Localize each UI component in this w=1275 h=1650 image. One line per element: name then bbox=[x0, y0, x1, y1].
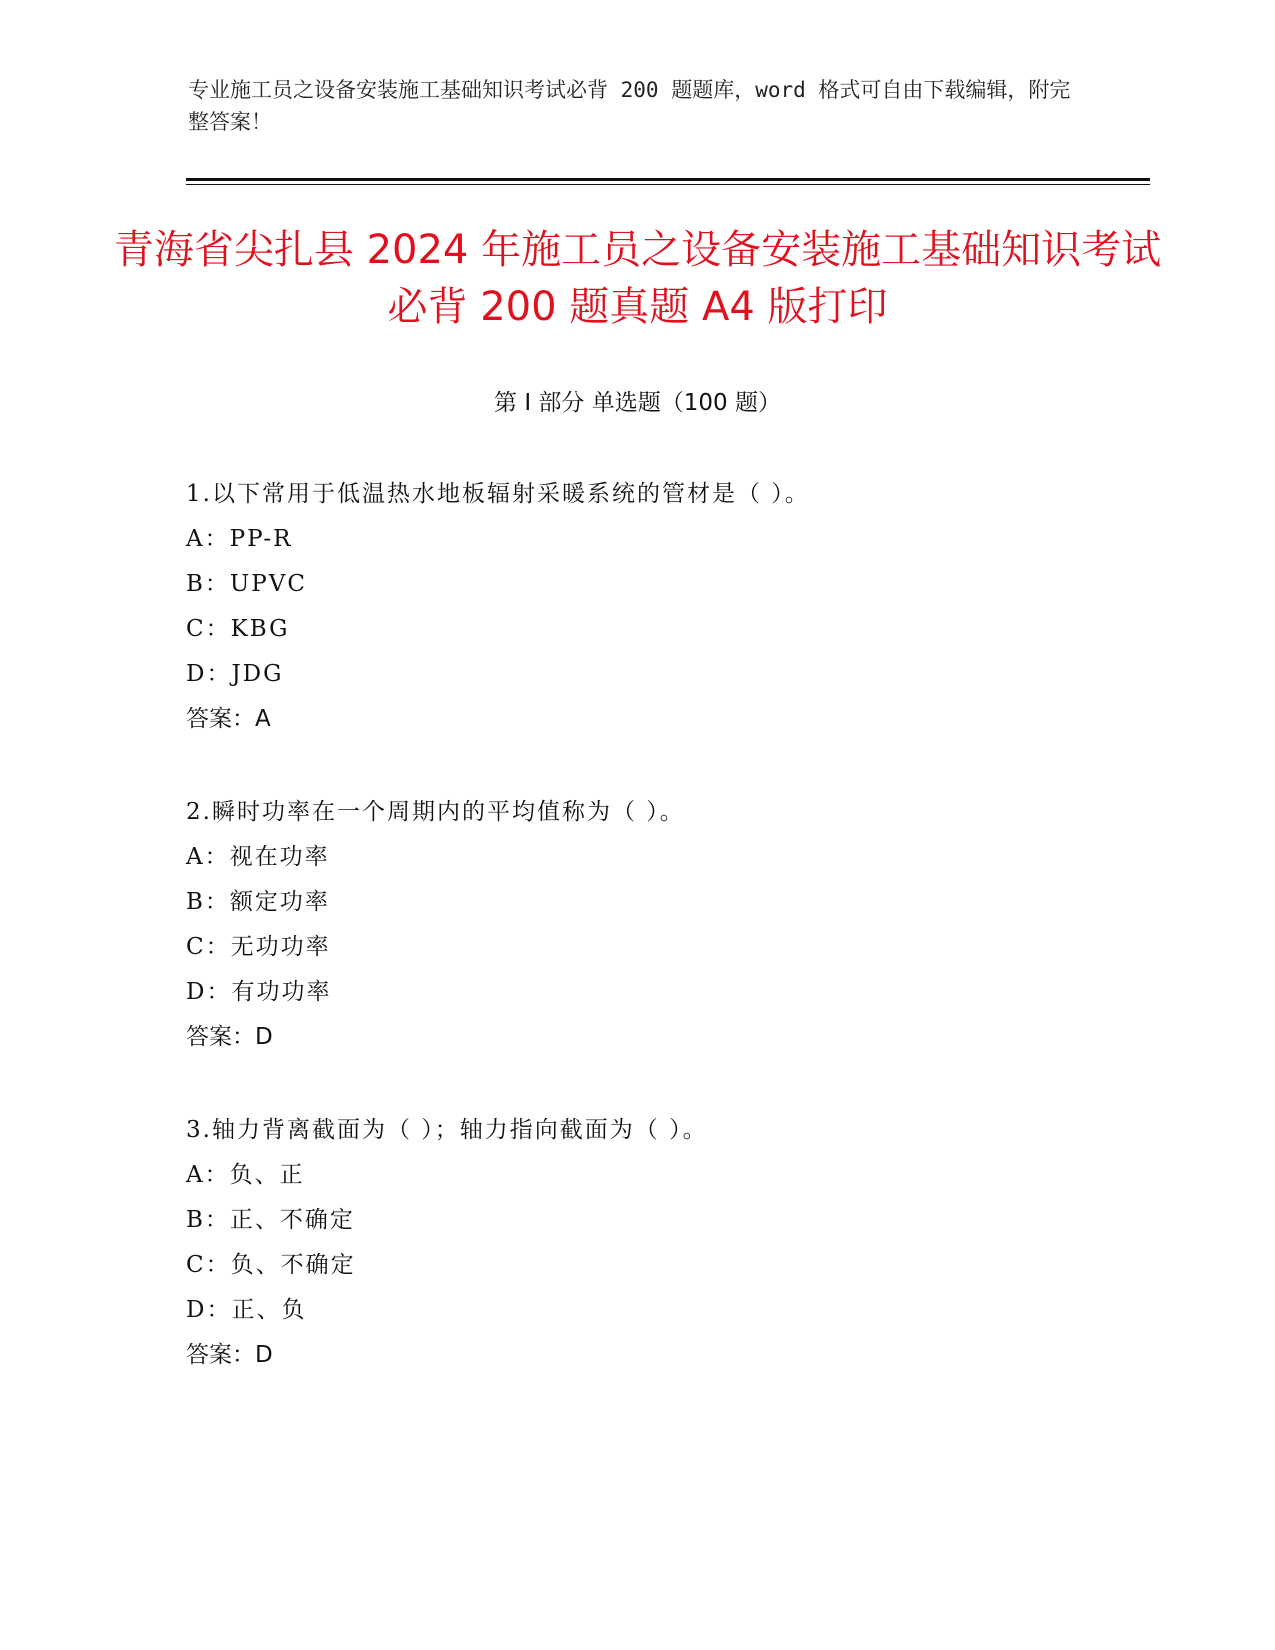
question-1 bbox=[186, 472, 1136, 742]
option-key: D： bbox=[186, 979, 232, 1005]
section-title: 第 I 部分 单选题（100 题） bbox=[494, 390, 781, 416]
question-stem: 3.轴力背离截面为（ ）；轴力指向截面为（ ）。 bbox=[186, 1117, 708, 1143]
option-text: 无功功率 bbox=[230, 934, 331, 960]
question-2 bbox=[186, 790, 1136, 1060]
option-text: JDG bbox=[231, 661, 284, 687]
answer: 答案：D bbox=[186, 1342, 273, 1368]
option-a bbox=[186, 517, 1136, 562]
option-text: 额定功率 bbox=[229, 889, 330, 915]
option-text: 负、正 bbox=[229, 1162, 305, 1188]
header-note: 专业施工员之设备安装施工基础知识考试必背 200 题题库，word 格式可自由下载编辑，附完整答案！ bbox=[188, 78, 1071, 134]
header-divider bbox=[186, 178, 1150, 181]
option-key: C： bbox=[186, 934, 231, 960]
option-text: PP-R bbox=[229, 526, 293, 552]
option-c bbox=[186, 607, 1136, 652]
option-d bbox=[186, 970, 1136, 1015]
option-text: 视在功率 bbox=[229, 844, 330, 870]
option-a bbox=[186, 835, 1136, 880]
option-key: B： bbox=[186, 571, 230, 597]
option-key: C： bbox=[186, 1252, 231, 1278]
question-3 bbox=[186, 1108, 1136, 1378]
question-stem: 1.以下常用于低温热水地板辐射采暖系统的管材是（ ）。 bbox=[186, 481, 810, 507]
option-text: UPVC bbox=[229, 571, 307, 597]
option-key: B： bbox=[186, 1207, 230, 1233]
document-title: 青海省尖扎县 2024 年施工员之设备安装施工基础知识考试必背 200 题真题 A4 版打印 bbox=[113, 227, 1162, 330]
option-c bbox=[186, 925, 1136, 970]
option-text: KBG bbox=[230, 616, 290, 642]
option-key: D： bbox=[186, 1297, 232, 1323]
option-d bbox=[186, 1288, 1136, 1333]
option-key: D： bbox=[186, 661, 232, 687]
question-stem: 2.瞬时功率在一个周期内的平均值称为（ ）。 bbox=[186, 799, 685, 825]
option-key: C： bbox=[186, 616, 231, 642]
option-text: 有功功率 bbox=[231, 979, 332, 1005]
option-key: A： bbox=[186, 844, 230, 870]
option-d bbox=[186, 652, 1136, 697]
header-divider-thin bbox=[186, 184, 1150, 185]
answer: 答案：D bbox=[186, 1024, 273, 1050]
answer: 答案：A bbox=[186, 706, 271, 732]
option-key: A： bbox=[186, 526, 230, 552]
option-key: B： bbox=[186, 889, 230, 915]
option-text: 正、负 bbox=[231, 1297, 307, 1323]
option-b bbox=[186, 880, 1136, 925]
option-a bbox=[186, 1153, 1136, 1198]
option-c bbox=[186, 1243, 1136, 1288]
option-b bbox=[186, 1198, 1136, 1243]
option-text: 负、不确定 bbox=[230, 1252, 356, 1278]
option-key: A： bbox=[186, 1162, 230, 1188]
option-b bbox=[186, 562, 1136, 607]
option-text: 正、不确定 bbox=[229, 1207, 355, 1233]
